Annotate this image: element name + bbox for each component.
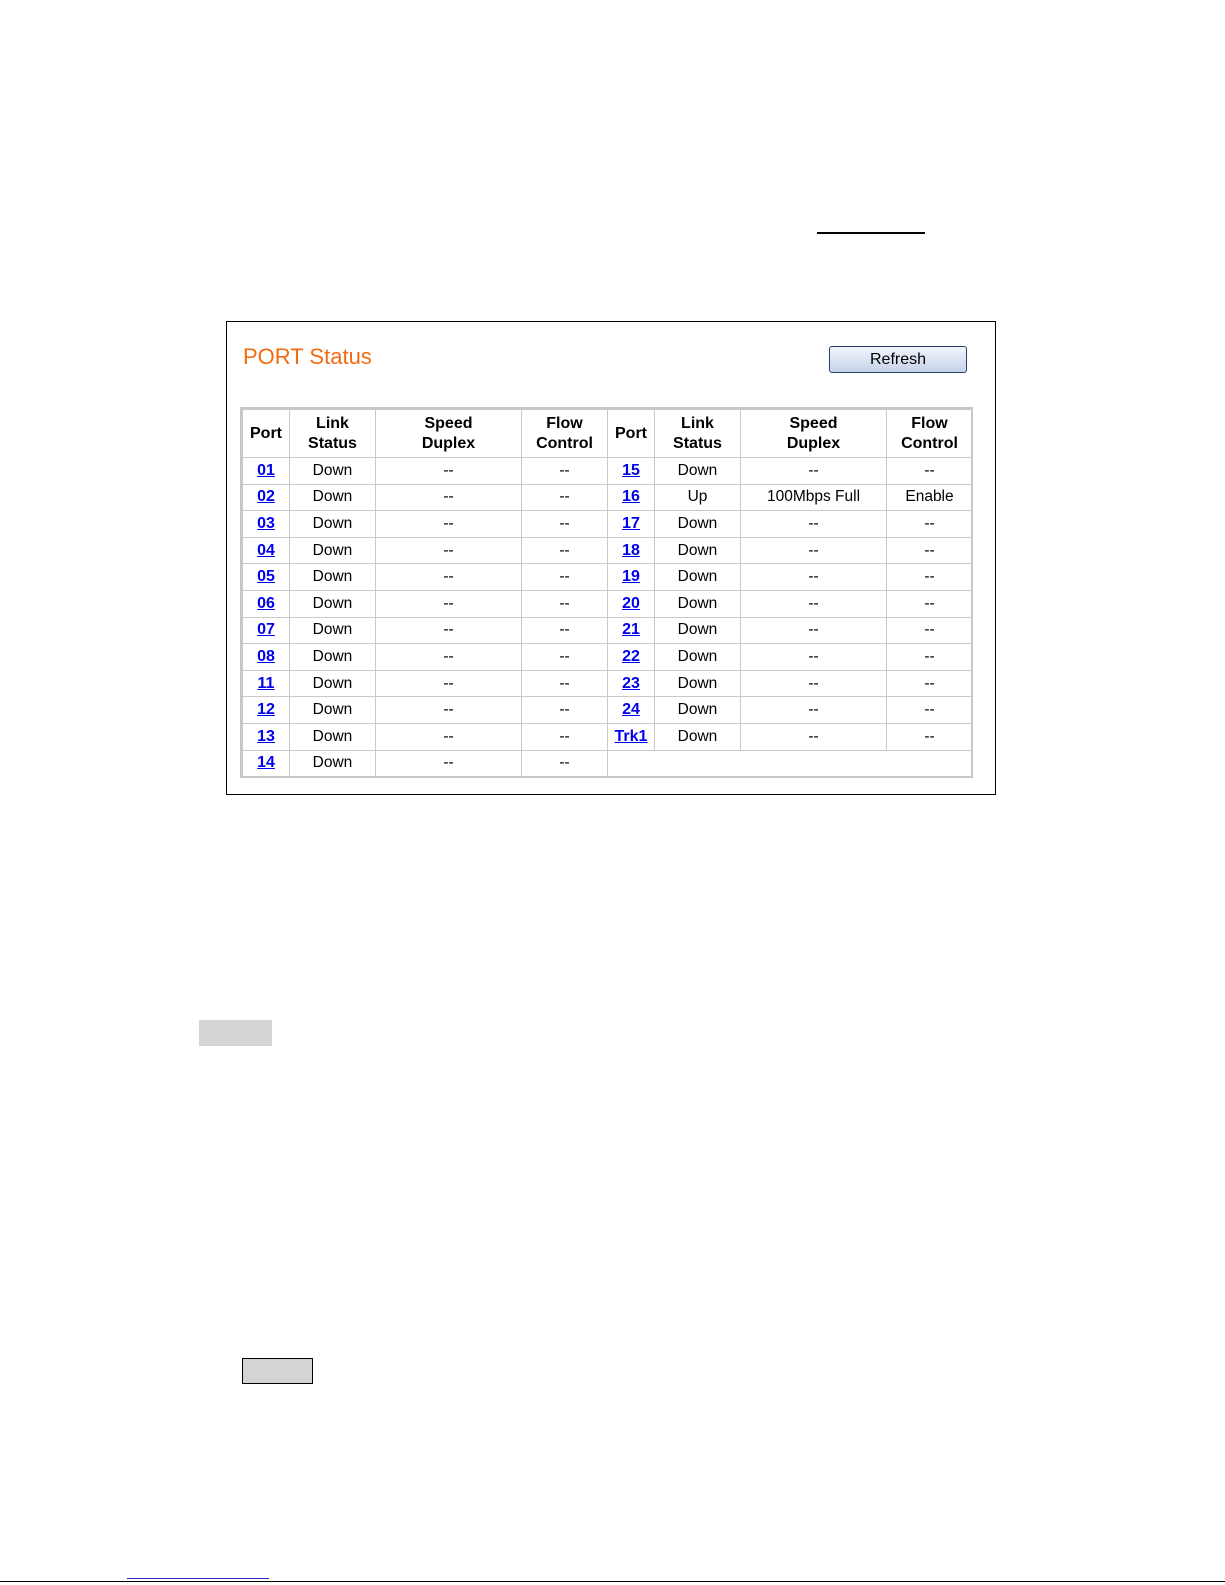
table-row bbox=[608, 590, 973, 617]
speed-duplex-cell: 100Mbps Full bbox=[741, 484, 887, 511]
header-speed-duplex: Speed Duplex bbox=[741, 410, 887, 458]
speed-duplex-cell: -- bbox=[376, 590, 522, 617]
speed-duplex-cell: -- bbox=[376, 670, 522, 697]
link-status-cell: Down bbox=[290, 617, 376, 644]
port-link[interactable]: 13 bbox=[257, 727, 275, 745]
page-footer-rule bbox=[0, 1581, 1225, 1582]
flow-control-cell: -- bbox=[887, 564, 973, 591]
port-link[interactable]: 15 bbox=[622, 461, 640, 479]
port-cell bbox=[243, 590, 290, 617]
link-status-cell: Down bbox=[655, 723, 741, 750]
port-link[interactable]: 23 bbox=[622, 674, 640, 692]
speed-duplex-cell: -- bbox=[741, 723, 887, 750]
port-cell bbox=[608, 723, 655, 750]
port-link[interactable]: 14 bbox=[257, 754, 275, 772]
flow-control-cell: -- bbox=[522, 590, 608, 617]
speed-duplex-cell: -- bbox=[741, 644, 887, 671]
table-row bbox=[243, 484, 608, 511]
table-row bbox=[243, 537, 608, 564]
table-row bbox=[243, 670, 608, 697]
link-status-cell: Down bbox=[655, 590, 741, 617]
flow-control-cell: -- bbox=[887, 537, 973, 564]
flow-control-cell: -- bbox=[522, 564, 608, 591]
port-cell bbox=[243, 617, 290, 644]
port-link[interactable]: 24 bbox=[622, 701, 640, 719]
header-flow-control: Flow Control bbox=[522, 410, 608, 458]
flow-control-cell: -- bbox=[522, 697, 608, 724]
link-status-cell: Down bbox=[290, 537, 376, 564]
port-table-right bbox=[607, 409, 971, 777]
refresh-button[interactable]: Refresh bbox=[829, 346, 967, 373]
table-row bbox=[243, 644, 608, 671]
table-row bbox=[608, 697, 973, 724]
flow-control-cell: -- bbox=[887, 697, 973, 724]
speed-duplex-cell: -- bbox=[376, 697, 522, 724]
speed-duplex-cell: -- bbox=[376, 511, 522, 538]
port-cell bbox=[243, 458, 290, 485]
header-flow-control: Flow Control bbox=[887, 410, 973, 458]
flow-control-cell: -- bbox=[522, 750, 608, 777]
speed-duplex-cell: -- bbox=[741, 511, 887, 538]
port-link[interactable]: 01 bbox=[257, 461, 275, 479]
port-cell bbox=[608, 644, 655, 671]
table-header-row bbox=[608, 410, 973, 458]
port-link[interactable]: 11 bbox=[257, 674, 275, 692]
speed-duplex-cell: -- bbox=[741, 617, 887, 644]
port-link[interactable]: 08 bbox=[257, 647, 275, 665]
port-cell bbox=[243, 537, 290, 564]
link-status-cell: Down bbox=[290, 723, 376, 750]
port-link[interactable]: 16 bbox=[622, 488, 640, 506]
header-port: Port bbox=[243, 410, 290, 458]
flow-control-cell: -- bbox=[522, 617, 608, 644]
speed-duplex-cell: -- bbox=[376, 617, 522, 644]
port-link[interactable]: 06 bbox=[257, 594, 275, 612]
flow-control-cell: -- bbox=[887, 644, 973, 671]
link-status-cell: Down bbox=[655, 697, 741, 724]
speed-duplex-cell: -- bbox=[376, 484, 522, 511]
port-cell bbox=[243, 564, 290, 591]
table-row bbox=[608, 644, 973, 671]
speed-duplex-cell: -- bbox=[376, 644, 522, 671]
port-cell bbox=[243, 511, 290, 538]
link-status-cell: Down bbox=[290, 670, 376, 697]
flow-control-cell: -- bbox=[522, 670, 608, 697]
port-cell bbox=[608, 458, 655, 485]
speed-duplex-cell: -- bbox=[741, 670, 887, 697]
flow-control-cell: -- bbox=[522, 484, 608, 511]
port-link[interactable]: 21 bbox=[622, 621, 640, 639]
flow-control-cell: -- bbox=[522, 723, 608, 750]
port-link[interactable]: 22 bbox=[622, 647, 640, 665]
speed-duplex-cell: -- bbox=[741, 590, 887, 617]
table-row bbox=[608, 537, 973, 564]
link-status-cell: Down bbox=[290, 750, 376, 777]
port-link[interactable]: 12 bbox=[257, 701, 275, 719]
port-link[interactable]: 18 bbox=[622, 541, 640, 559]
table-row bbox=[243, 697, 608, 724]
link-status-cell: Down bbox=[290, 697, 376, 724]
header-link-status: Link Status bbox=[655, 410, 741, 458]
port-cell bbox=[243, 644, 290, 671]
port-cell bbox=[243, 723, 290, 750]
link-status-cell: Down bbox=[655, 537, 741, 564]
port-cell bbox=[243, 697, 290, 724]
link-status-cell: Down bbox=[655, 644, 741, 671]
underline-mark bbox=[817, 232, 925, 234]
port-cell bbox=[608, 697, 655, 724]
port-cell bbox=[243, 750, 290, 777]
table-row bbox=[608, 511, 973, 538]
port-link[interactable]: 07 bbox=[257, 621, 275, 639]
port-cell bbox=[608, 484, 655, 511]
link-status-cell: Down bbox=[655, 458, 741, 485]
port-table-left bbox=[242, 409, 607, 777]
table-row bbox=[243, 511, 608, 538]
port-cell bbox=[608, 564, 655, 591]
flow-control-cell: -- bbox=[887, 590, 973, 617]
table-row bbox=[243, 617, 608, 644]
link-status-cell: Down bbox=[290, 644, 376, 671]
table-row bbox=[608, 617, 973, 644]
port-status-table bbox=[240, 407, 973, 778]
footnote-separator bbox=[127, 1578, 269, 1579]
flow-control-cell: -- bbox=[522, 644, 608, 671]
link-status-cell: Down bbox=[290, 590, 376, 617]
table-row bbox=[608, 458, 973, 485]
port-status-panel bbox=[226, 321, 996, 795]
speed-duplex-cell: -- bbox=[741, 564, 887, 591]
port-cell bbox=[608, 590, 655, 617]
speed-duplex-cell: -- bbox=[741, 537, 887, 564]
table-row bbox=[243, 564, 608, 591]
link-status-cell: Down bbox=[290, 564, 376, 591]
port-link[interactable]: 20 bbox=[622, 594, 640, 612]
port-link[interactable]: 17 bbox=[622, 514, 640, 532]
port-cell bbox=[243, 484, 290, 511]
flow-control-cell: -- bbox=[522, 511, 608, 538]
flow-control-cell: -- bbox=[887, 723, 973, 750]
link-status-cell: Down bbox=[655, 617, 741, 644]
port-link[interactable]: 02 bbox=[257, 488, 275, 506]
port-link[interactable]: 05 bbox=[257, 568, 275, 586]
table-row bbox=[608, 723, 973, 750]
speed-duplex-cell: -- bbox=[376, 564, 522, 591]
flow-control-cell: -- bbox=[522, 458, 608, 485]
flow-control-cell: -- bbox=[887, 511, 973, 538]
highlight-box-bordered bbox=[242, 1358, 313, 1384]
header-link-status: Link Status bbox=[290, 410, 376, 458]
speed-duplex-cell: -- bbox=[741, 697, 887, 724]
link-status-cell: Down bbox=[290, 511, 376, 538]
flow-control-cell: -- bbox=[887, 458, 973, 485]
port-link[interactable]: 19 bbox=[622, 568, 640, 586]
link-status-cell: Down bbox=[655, 511, 741, 538]
port-link[interactable]: Trk1 bbox=[614, 727, 648, 745]
port-link[interactable]: 04 bbox=[257, 541, 275, 559]
link-status-cell: Down bbox=[290, 484, 376, 511]
header-speed-duplex: Speed Duplex bbox=[376, 410, 522, 458]
port-cell bbox=[608, 670, 655, 697]
port-cell bbox=[608, 537, 655, 564]
table-row bbox=[243, 723, 608, 750]
header-port: Port bbox=[608, 410, 655, 458]
table-row bbox=[243, 590, 608, 617]
speed-duplex-cell: -- bbox=[741, 458, 887, 485]
table-row bbox=[608, 484, 973, 511]
speed-duplex-cell: -- bbox=[376, 537, 522, 564]
port-cell bbox=[608, 617, 655, 644]
table-row bbox=[243, 458, 608, 485]
table-header-row bbox=[243, 410, 608, 458]
speed-duplex-cell: -- bbox=[376, 723, 522, 750]
flow-control-cell: -- bbox=[887, 617, 973, 644]
flow-control-cell: -- bbox=[887, 670, 973, 697]
table-row bbox=[608, 564, 973, 591]
table-row bbox=[243, 750, 608, 777]
link-status-cell: Up bbox=[655, 484, 741, 511]
speed-duplex-cell: -- bbox=[376, 750, 522, 777]
speed-duplex-cell: -- bbox=[376, 458, 522, 485]
table-row bbox=[608, 670, 973, 697]
panel-title: PORT Status bbox=[243, 344, 372, 369]
link-status-cell: Down bbox=[655, 670, 741, 697]
port-cell bbox=[608, 511, 655, 538]
flow-control-cell: -- bbox=[522, 537, 608, 564]
port-link[interactable]: 03 bbox=[257, 514, 275, 532]
link-status-cell: Down bbox=[290, 458, 376, 485]
link-status-cell: Down bbox=[655, 564, 741, 591]
port-cell bbox=[243, 670, 290, 697]
flow-control-cell: Enable bbox=[887, 484, 973, 511]
highlight-box bbox=[199, 1020, 272, 1046]
